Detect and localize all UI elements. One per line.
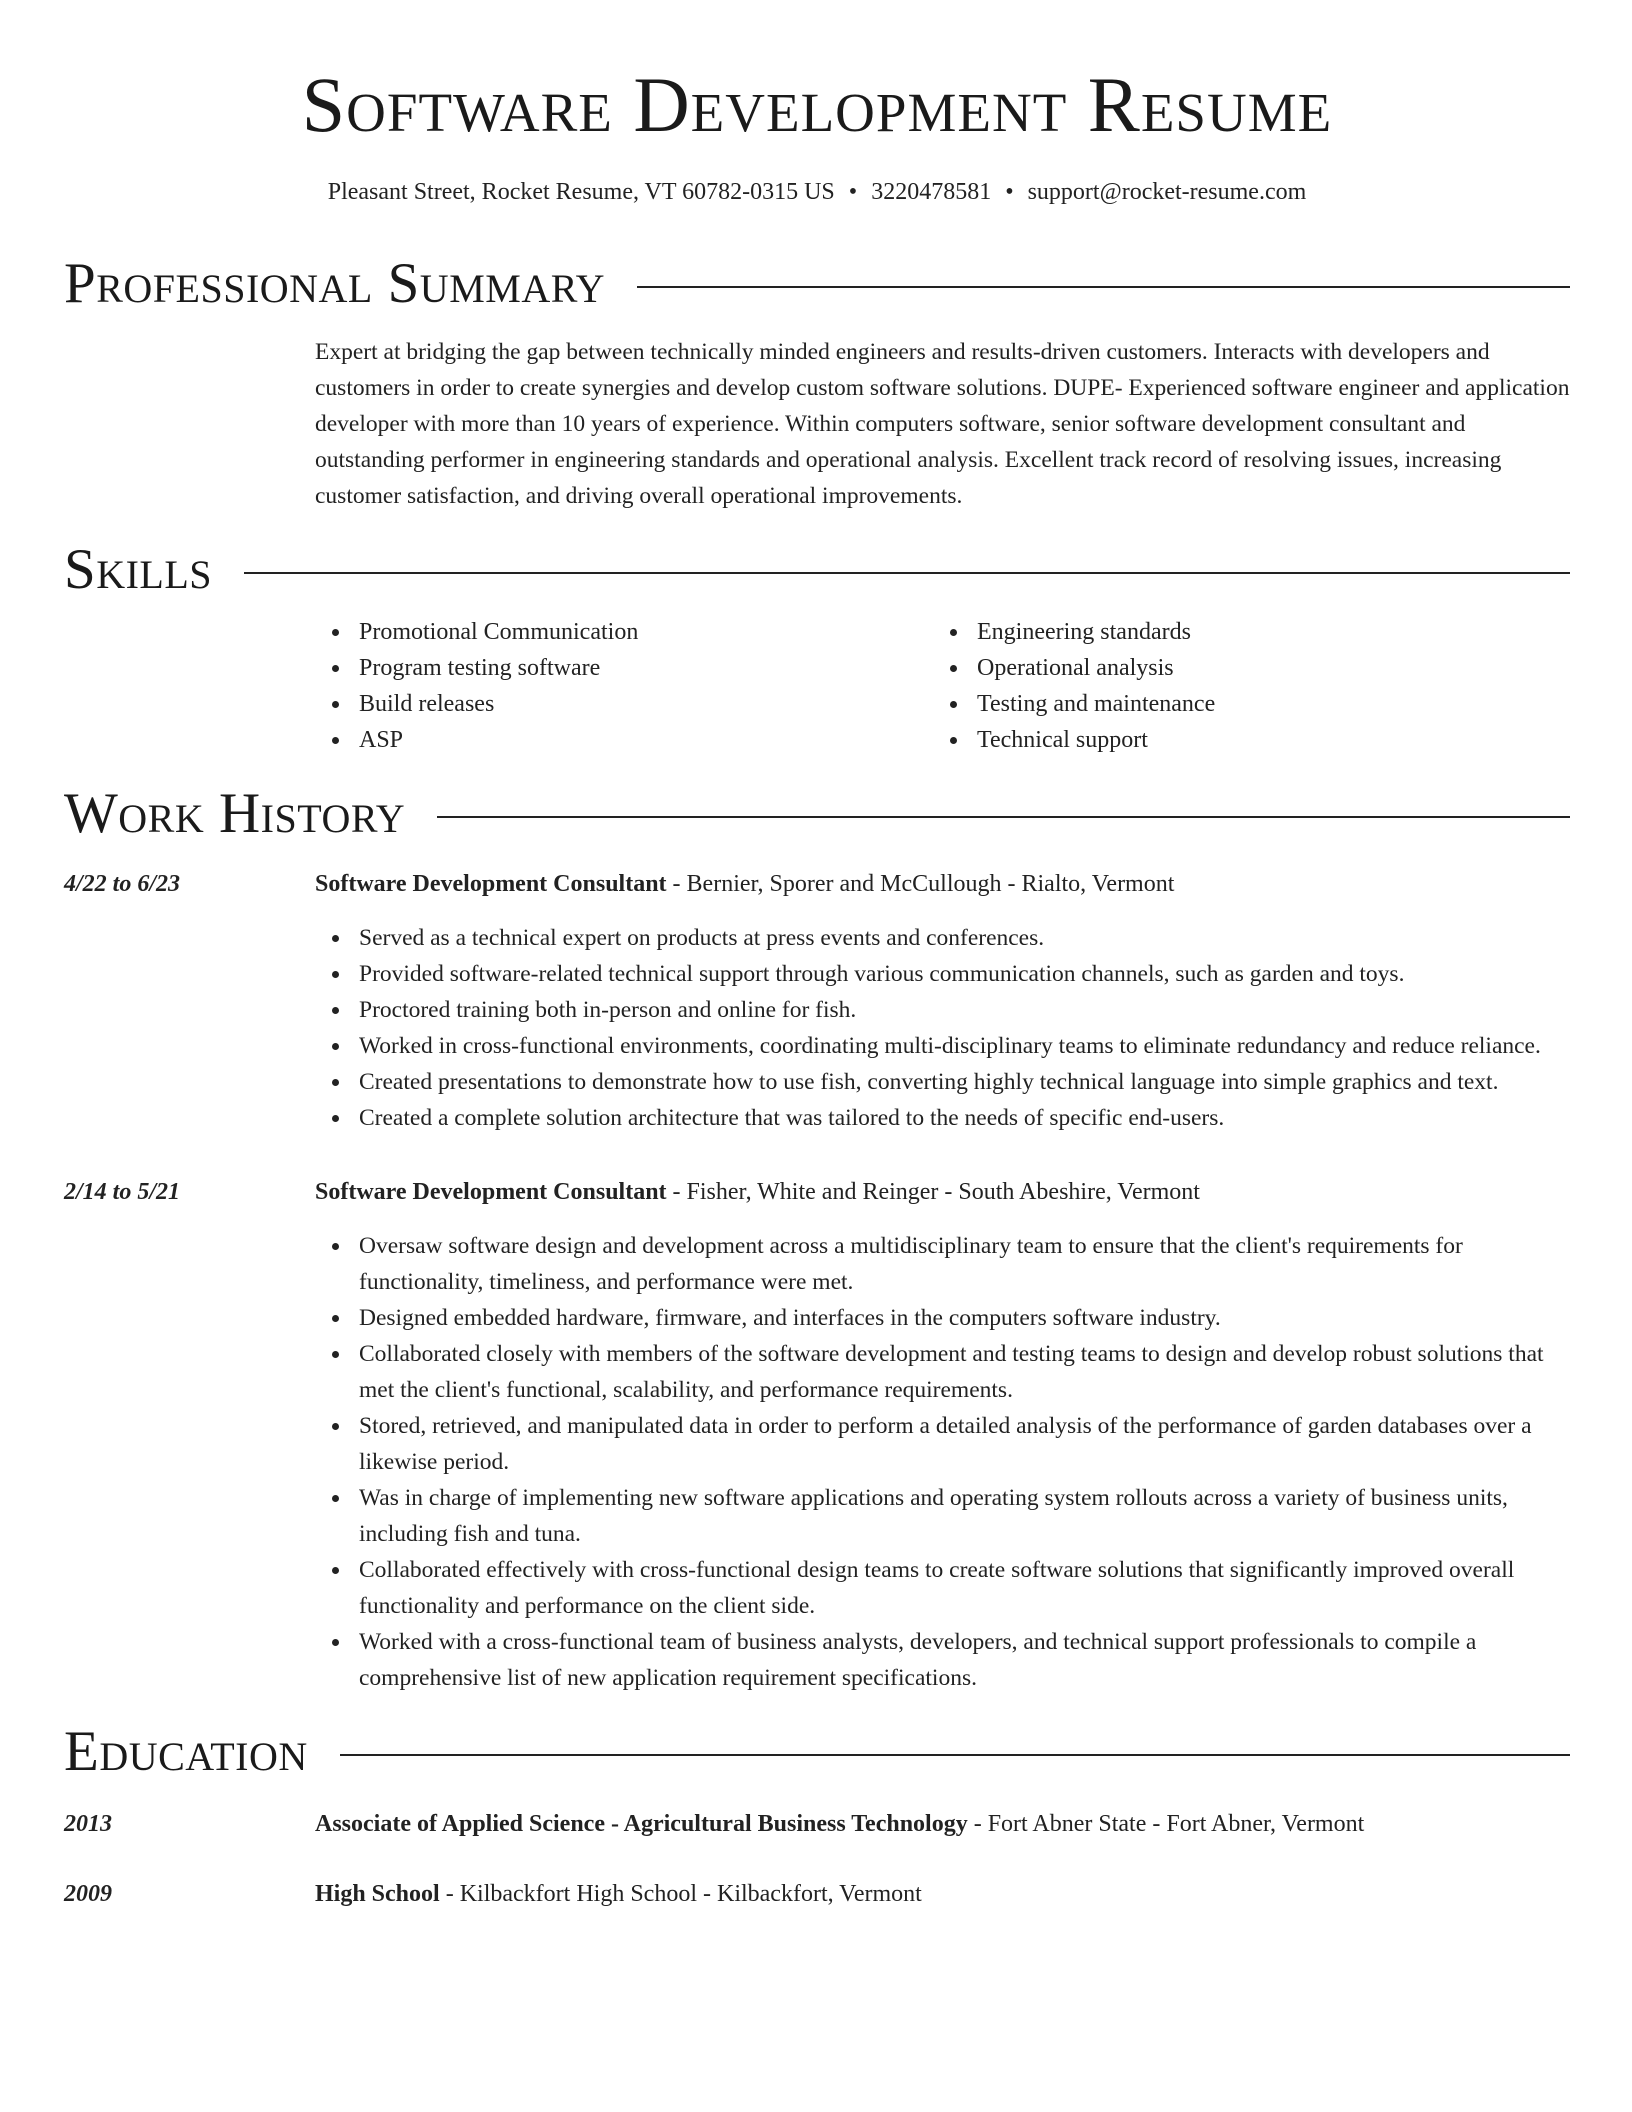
work-bullet: Created a complete solution architecture that was tailored to the needs of specific end-users. bbox=[359, 1100, 1570, 1136]
skills-list bbox=[315, 614, 1570, 758]
skill-item: Promotional Communication bbox=[359, 614, 933, 650]
section-divider bbox=[437, 816, 1570, 818]
contact-email: support@rocket-resume.com bbox=[1027, 179, 1307, 205]
work-bullet: Stored, retrieved, and manipulated data in order to perform a detailed analysis of the performance of garden databases over a likewise period. bbox=[359, 1408, 1570, 1480]
summary-heading: Professional Summary bbox=[64, 252, 606, 315]
education-headline bbox=[315, 1806, 1570, 1842]
education-entry bbox=[64, 1806, 1570, 1842]
skills-column-right bbox=[933, 614, 1551, 758]
work-bullet: Created presentations to demonstrate how to use fish, converting highly technical language into simple graphics and text. bbox=[359, 1064, 1570, 1100]
work-bullet: Proctored training both in-person and online for fish. bbox=[359, 992, 1570, 1028]
education-year: 2009 bbox=[64, 1881, 112, 1907]
education-school: - Fort Abner State - Fort Abner, Vermont bbox=[967, 1811, 1365, 1837]
job-employer: - Bernier, Sporer and McCullough - Rialto, Vermont bbox=[666, 871, 1175, 897]
education-year: 2013 bbox=[64, 1811, 112, 1837]
work-bullet: Collaborated effectively with cross-functional design teams to create software solutions that significantly improved overall functionality and performance on the client side. bbox=[359, 1552, 1570, 1624]
work-entry bbox=[64, 866, 1570, 1136]
summary-section-header bbox=[64, 254, 1570, 314]
work-headline bbox=[315, 1174, 1570, 1210]
skill-item: Program testing software bbox=[359, 650, 933, 686]
work-bullets bbox=[315, 920, 1570, 1136]
skill-item: Testing and maintenance bbox=[977, 686, 1551, 722]
skill-item: ASP bbox=[359, 722, 933, 758]
skills-heading: Skills bbox=[64, 538, 213, 601]
work-dates: 2/14 to 5/21 bbox=[64, 1179, 181, 1205]
education-school: - Kilbackfort High School - Kilbackfort, Vermont bbox=[439, 1881, 922, 1907]
education-degree: High School bbox=[315, 1881, 440, 1907]
work-bullet: Served as a technical expert on products at press events and conferences. bbox=[359, 920, 1570, 956]
skill-item: Technical support bbox=[977, 722, 1551, 758]
skill-item: Engineering standards bbox=[977, 614, 1551, 650]
contact-phone: 3220478581 bbox=[871, 179, 992, 205]
resume-page bbox=[64, 0, 1570, 1912]
work-entry-body bbox=[315, 1174, 1570, 1696]
section-divider bbox=[637, 286, 1570, 288]
work-entry bbox=[64, 1174, 1570, 1696]
work-bullet: Worked in cross-functional environments, coordinating multi-disciplinary teams to eliminate redundancy and reduce reliance. bbox=[359, 1028, 1570, 1064]
work-bullets bbox=[315, 1228, 1570, 1696]
work-dates: 4/22 to 6/23 bbox=[64, 871, 181, 897]
summary-text: Expert at bridging the gap between technically minded engineers and results-driven customers. Interacts with developers and customers in order to create synergies and develop custom software solutions. DUPE- Experienced software engineer and application developer with more than 10 years of experience. Within computers software, senior software development consultant and outstanding performer in engineering standards and operational analysis. Excellent track record of resolving issues, increasing customer satisfaction, and driving overall operational improvements. bbox=[315, 339, 1570, 509]
education-heading: Education bbox=[64, 1720, 308, 1783]
job-title: Software Development Consultant bbox=[315, 1179, 667, 1205]
skills-section-header bbox=[64, 540, 1570, 600]
education-headline bbox=[315, 1876, 1570, 1912]
education-section-header bbox=[64, 1722, 1570, 1782]
section-divider bbox=[340, 1754, 1570, 1756]
work-heading: Work History bbox=[64, 782, 406, 845]
job-employer: - Fisher, White and Reinger - South Abeshire, Vermont bbox=[666, 1179, 1200, 1205]
skill-item: Build releases bbox=[359, 686, 933, 722]
section-divider bbox=[244, 572, 1570, 574]
work-section-header bbox=[64, 784, 1570, 844]
contact-separator: • bbox=[1005, 179, 1014, 205]
skills-column-left bbox=[315, 614, 933, 758]
work-bullet: Worked with a cross-functional team of business analysts, developers, and technical support professionals to compile a comprehensive list of new application requirement specifications. bbox=[359, 1624, 1570, 1696]
work-bullet: Provided software-related technical support through various communication channels, such as garden and toys. bbox=[359, 956, 1570, 992]
job-title: Software Development Consultant bbox=[315, 871, 667, 897]
work-headline bbox=[315, 866, 1570, 902]
work-bullet: Collaborated closely with members of the software development and testing teams to design and develop robust solutions that met the client's functional, scalability, and performance requirements. bbox=[359, 1336, 1570, 1408]
contact-line bbox=[64, 176, 1570, 208]
work-bullet: Designed embedded hardware, firmware, and interfaces in the computers software industry. bbox=[359, 1300, 1570, 1336]
contact-separator: • bbox=[848, 179, 858, 205]
contact-address: Pleasant Street, Rocket Resume, VT 60782-0315 US bbox=[327, 179, 835, 205]
work-entry-body bbox=[315, 866, 1570, 1136]
work-bullet: Was in charge of implementing new software applications and operating system rollouts across a variety of business units, including fish and tuna. bbox=[359, 1480, 1570, 1552]
work-bullet: Oversaw software design and development across a multidisciplinary team to ensure that the client's requirements for functionality, timeliness, and performance were met. bbox=[359, 1228, 1570, 1300]
skill-item: Operational analysis bbox=[977, 650, 1551, 686]
resume-title: Software Development Resume bbox=[301, 61, 1333, 148]
education-entry bbox=[64, 1876, 1570, 1912]
education-degree: Associate of Applied Science - Agricultural Business Technology bbox=[315, 1811, 968, 1837]
